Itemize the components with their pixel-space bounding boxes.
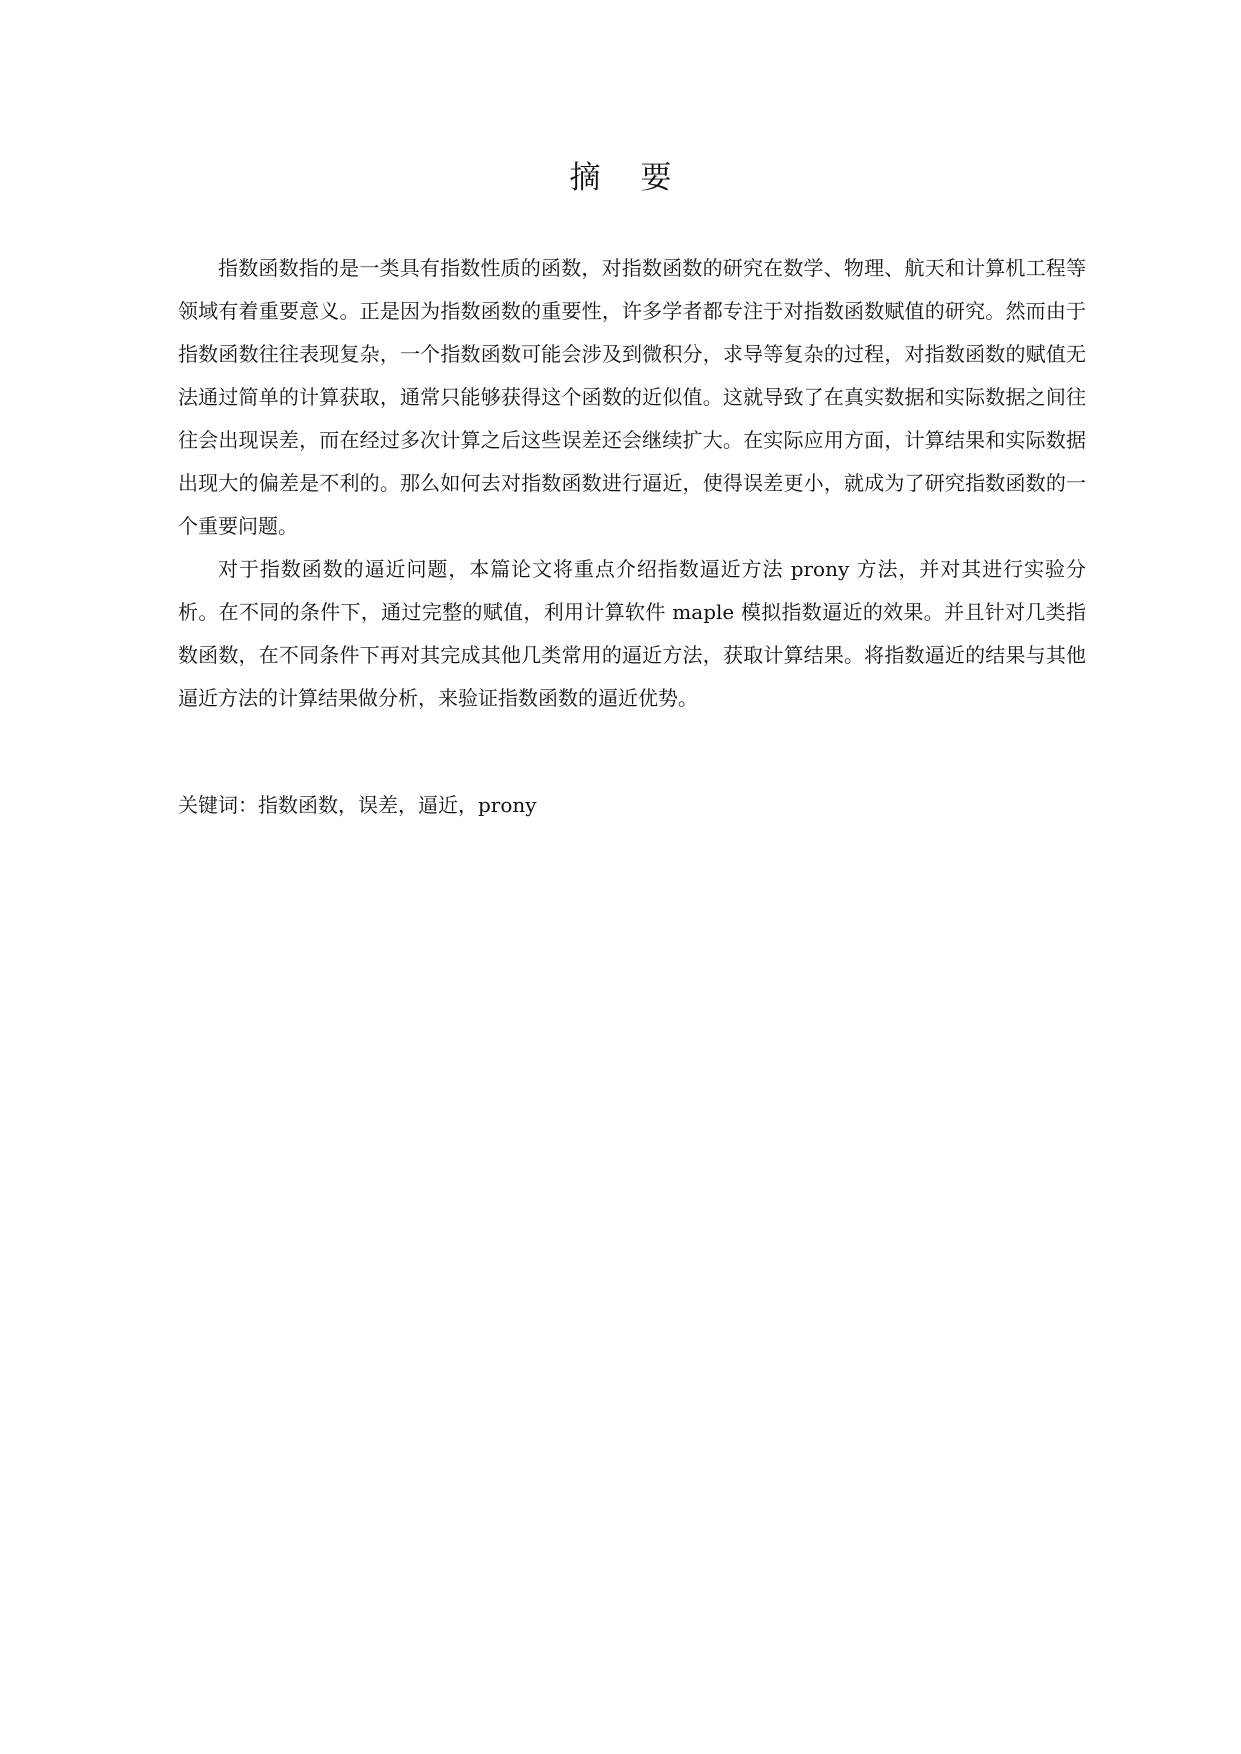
- abstract-paragraph-1: 指数函数指的是一类具有指数性质的函数，对指数函数的研究在数学、物理、航天和计算机工程等领域有着重要意义。正是因为指数函数的重要性，许多学者都专注于对指数函数赋值的研究。然而由于指数函数往往表现复杂，一个指数函数可能会涉及到微积分，求导等复杂的过程，对指数函数的赋值无法通过简单的计算获取，通常只能够获得这个函数的近似值。这就导致了在真实数据和实际数据之间往往会出现误差，而在经过多次计算之后这些误差还会继续扩大。在实际应用方面，计算结果和实际数据出现大的偏差是不利的。那么如何去对指数函数进行逼近，使得误差更小，就成为了研究指数函数的一个重要问题。: [178, 256, 1086, 538]
- keywords-label: 关键词：: [178, 793, 258, 817]
- keywords-line: [178, 790, 1086, 820]
- title-char-2: 要: [640, 160, 672, 196]
- title-char-1: 摘: [569, 160, 601, 196]
- abstract-title: [0, 158, 1241, 198]
- abstract-paragraph-2: 对于指数函数的逼近问题，本篇论文将重点介绍指数逼近方法 prony 方法，并对其进行实验分析。在不同的条件下，通过完整的赋值，利用计算软件 maple 模拟指数逼近的效果。并且针对几类指数函数，在不同条件下再对其完成其他几类常用的逼近方法，获取计算结果。将指数逼近的结果与其他逼近方法的计算结果做分析，来验证指数函数的逼近优势。: [178, 557, 1086, 710]
- keywords-text: 指数函数，误差，逼近，prony: [258, 793, 537, 817]
- abstract-body: [178, 247, 1086, 720]
